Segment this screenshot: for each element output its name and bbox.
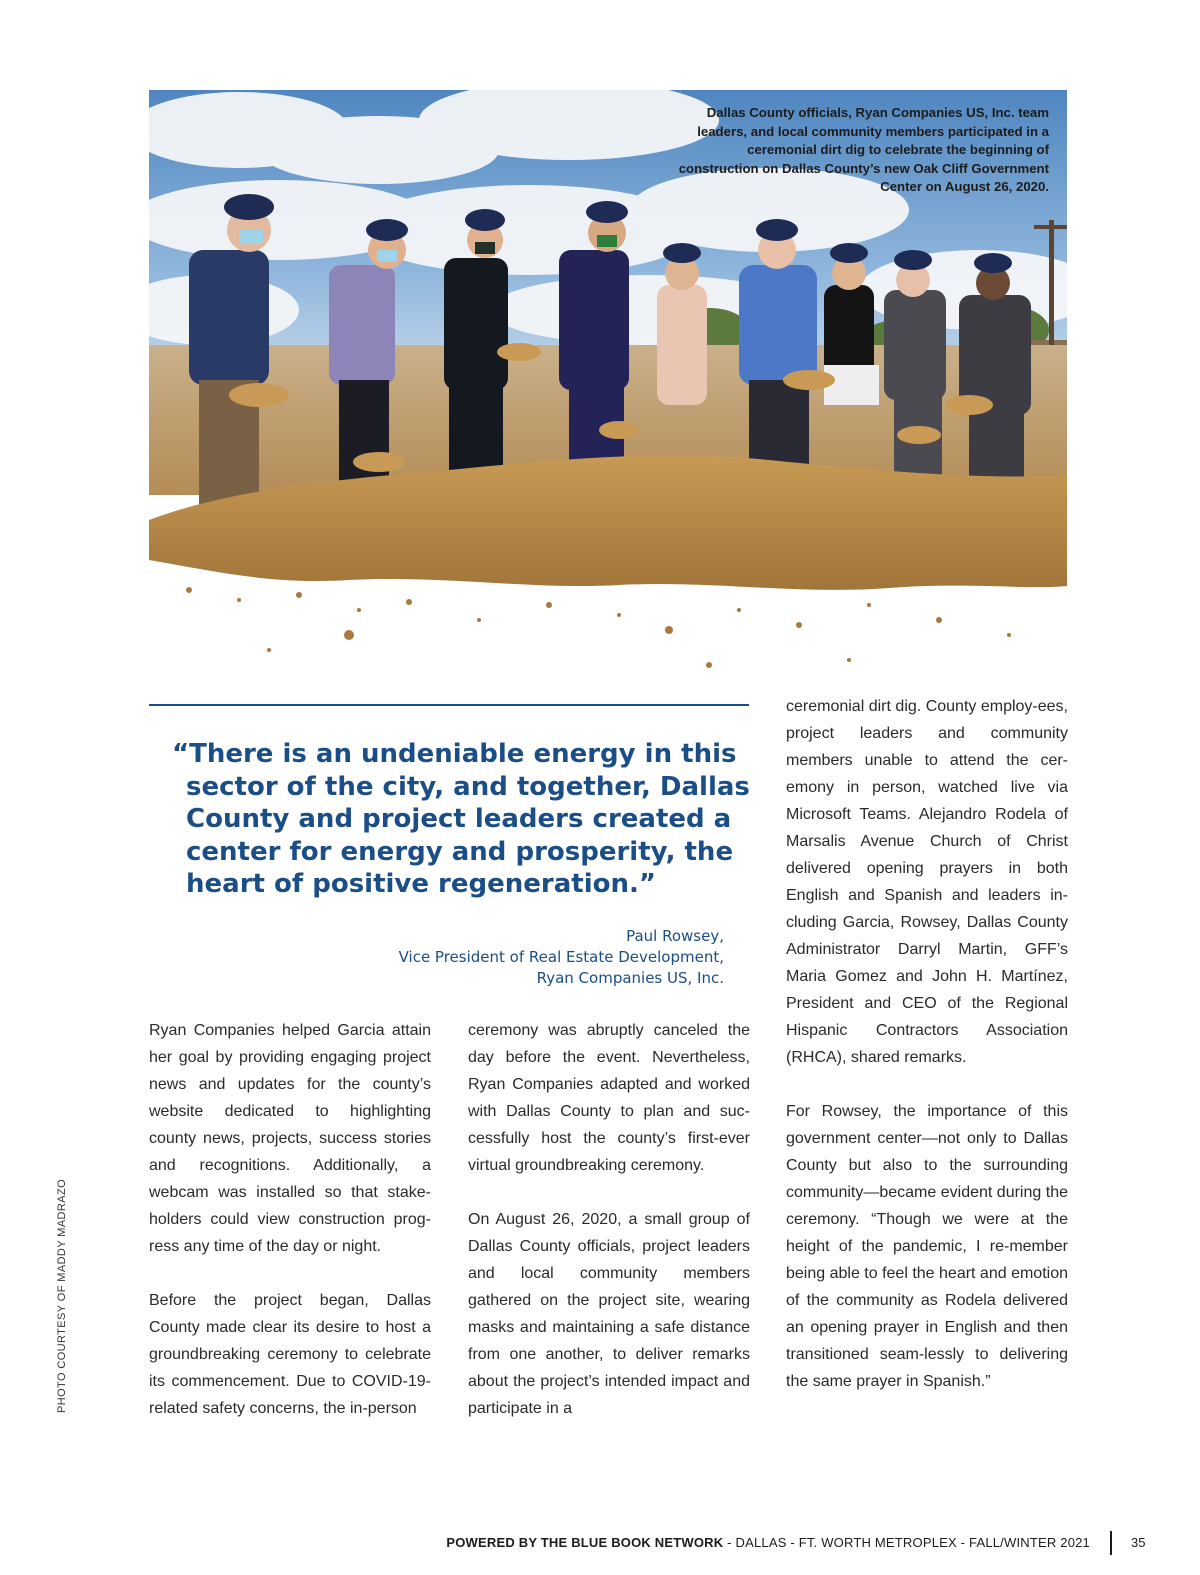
body-column-1 xyxy=(149,1017,431,1449)
body-paragraph: Before the project began, Dallas County made clear its desire to host a groundbreaking ceremony to celebrate its commencement. Due to COVID-19-related safety concerns, the in-person xyxy=(149,1292,431,1417)
pull-quote-rule xyxy=(149,704,749,706)
body-paragraph: For Rowsey, the importance of this government center—not only to Dallas County but also to the surrounding community—became evident during the ceremony. “Though we were at the height of the pandemic, I re-member being able to feel the heart and emotion of the community as Rodela delivered an opening prayer in English and then transitioned seam-lessly to delivering the same prayer in Spanish.” xyxy=(786,1103,1068,1390)
page-number: 35 xyxy=(1131,1535,1146,1550)
footer-brand: POWERED BY THE BLUE BOOK NETWORK xyxy=(446,1535,724,1550)
attribution-name: Paul Rowsey, xyxy=(626,927,724,945)
body-paragraph: ceremonial dirt dig. County employ-ees, project leaders and community members unable to attend the cer-emony in person, watched live via Microsoft Teams. Alejandro Rodela of Marsalis Avenue Church of Christ delivered opening prayers in both English and Spanish and leaders in-cluding Garcia, Rowsey, Dallas County Administrator Darryl Martin, GFF’s Maria Gomez and John H. Martínez, President and CEO of the Regional Hispanic Contractors Association (RHCA), shared remarks. xyxy=(786,698,1068,1066)
body-column-2 xyxy=(468,1017,750,1449)
body-column-3 xyxy=(786,693,1068,1422)
page-footer xyxy=(0,1535,1090,1550)
photo-credit: PHOTO COURTESY OF MADDY MADRAZO xyxy=(56,1178,68,1413)
photo-caption: Dallas County officials, Ryan Companies US, Inc. team leaders, and local community members participated in a ceremonial dirt dig to celebrate the beginning of construction on Dallas County’s new Oak Cliff Government Center on August 26, 2020. xyxy=(678,105,1049,195)
pull-quote-attribution xyxy=(304,926,724,989)
attribution-role: Vice President of Real Estate Development, xyxy=(398,948,724,966)
pull-quote: “There is an undeniable energy in this sector of the city, and together, Dallas County and project leaders created a center for energy and prosperity, the heart of positive regeneration.” xyxy=(172,739,750,899)
body-paragraph: Ryan Companies helped Garcia attain her goal by providing engaging project news and updates for the county’s website dedicated to highlighting county news, projects, success stories and recognitions. Additionally, a webcam was installed so that stake-holders could view construction prog-ress any time of the day or night. xyxy=(149,1022,431,1255)
footer-issue: - DALLAS - FT. WORTH METROPLEX - FALL/WINTER 2021 xyxy=(723,1535,1090,1550)
attribution-company: Ryan Companies US, Inc. xyxy=(536,969,724,987)
footer-divider xyxy=(1110,1531,1112,1555)
body-paragraph: On August 26, 2020, a small group of Dallas County officials, project leaders and local community members gathered on the project site, wearing masks and maintaining a safe distance from one another, to deliver remarks about the project’s intended impact and participate in a xyxy=(468,1211,750,1417)
body-paragraph: ceremony was abruptly canceled the day before the event. Nevertheless, Ryan Companies adapted and worked with Dallas County to plan and suc-cessfully host the county’s first-ever virtual groundbreaking ceremony. xyxy=(468,1022,750,1174)
groundbreaking-photo xyxy=(149,90,1067,682)
